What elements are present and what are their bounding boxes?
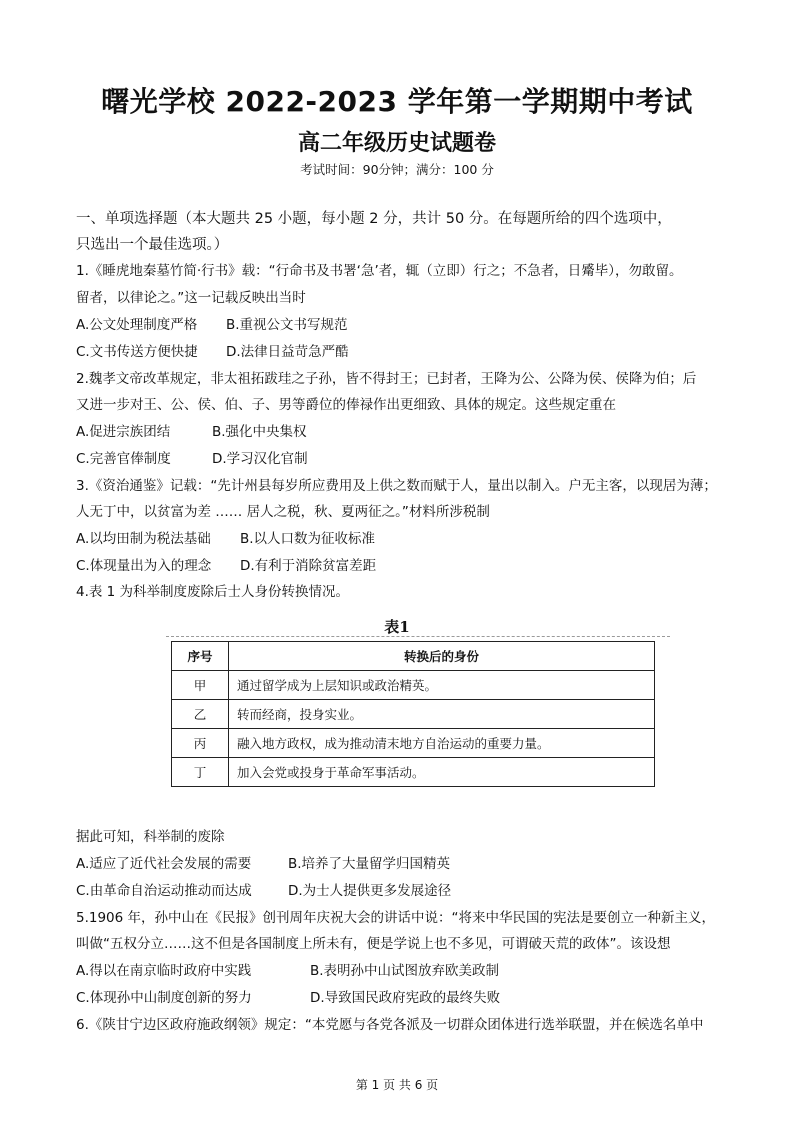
q3-option-b: B.以人口数为征收标准	[240, 531, 376, 547]
q2-option-b: B.强化中央集权	[212, 424, 307, 440]
q1-option-b: B.重视公文书写规范	[226, 317, 348, 333]
q1-stem-line-2: 留者，以律论之。”这一记载反映出当时	[76, 290, 306, 306]
q4-option-d: D.为士人提供更多发展途径	[288, 883, 452, 899]
q1-stem-line-1: 1.《睡虎地秦墓竹简·行书》载：“行命书及书署‘急’者，辄（立即）行之；不急者，日觱毕），勿敢留。	[76, 263, 683, 279]
table-cell-identity: 转而经商，投身实业。	[229, 700, 655, 729]
table-cell-id: 丁	[172, 758, 229, 787]
table-top-divider	[166, 636, 670, 637]
table-row	[172, 671, 655, 700]
q2-stem-line-2: 又进一步对王、公、侯、伯、子、男等爵位的俸禄作出更细致、具体的规定。这些规定重在	[76, 397, 616, 413]
exam-subtitle: 高二年级历史试题卷	[297, 131, 496, 156]
table-row	[172, 700, 655, 729]
q1-option-d: D.法律日益苛急严酷	[226, 344, 349, 360]
q1-option-c: C.文书传送方便快捷	[76, 344, 198, 360]
identity-table	[171, 641, 655, 787]
q2-stem-line-1: 2.魏孝文帝改革规定，非太祖拓跋珪之子孙，皆不得封王；已封者，王降为公、公降为侯、侯降为伯；后	[76, 371, 697, 387]
q3-option-c: C.体现量出为入的理念	[76, 558, 212, 574]
table-caption: 表1	[384, 618, 410, 636]
section-heading-line-2: 只选出一个最佳选项。）	[76, 237, 229, 253]
q6-stem-line-1: 6.《陕甘宁边区政府施政纲领》规定：“本党愿与各党各派及一切群众团体进行选举联盟，并在候选名单中	[76, 1017, 704, 1033]
section-heading-line-1: 一、单项选择题（本大题共 25 小题，每小题 2 分，共计 50 分。在每题所给的四个选项中，	[76, 211, 672, 227]
table-header-row	[172, 642, 655, 671]
table-cell-id: 乙	[172, 700, 229, 729]
table-row	[172, 729, 655, 758]
table-row	[172, 758, 655, 787]
q5-option-c: C.体现孙中山制度创新的努力	[76, 990, 252, 1006]
exam-info: 考试时间：90分钟；满分：100 分	[300, 162, 494, 177]
q3-stem-line-1: 3.《资治通鉴》记载：“先计州县每岁所应费用及上供之数而赋于人，量出以制入。户无主客，以现居为薄；	[76, 478, 717, 494]
q3-stem-line-2: 人无丁中，以贫富为差 …… 居人之税，秋、夏两征之。”材料所涉税制	[76, 504, 490, 520]
table-cell-id: 甲	[172, 671, 229, 700]
table-cell-identity: 加入会党或投身于革命军事活动。	[229, 758, 655, 787]
q4-option-b: B.培养了大量留学归国精英	[288, 856, 451, 872]
q4-after-table: 据此可知，科举制的废除	[76, 829, 225, 845]
q4-stem-line-1: 4.表 1 为科举制度废除后士人身份转换情况。	[76, 584, 350, 600]
exam-title: 曙光学校 2022-2023 学年第一学期期中考试	[101, 85, 693, 118]
q2-option-d: D.学习汉化官制	[212, 451, 308, 467]
table-cell-id: 丙	[172, 729, 229, 758]
page-number: 第 1 页 共 6 页	[355, 1078, 439, 1092]
q4-option-a: A.适应了近代社会发展的需要	[76, 856, 252, 872]
q2-option-c: C.完善官俸制度	[76, 451, 171, 467]
q5-stem-line-1: 5.1906 年，孙中山在《民报》创刊周年庆祝大会的讲话中说：“将来中华民国的宪法是要创立一种新主义，	[76, 910, 716, 926]
q3-option-a: A.以均田制为税法基础	[76, 531, 211, 547]
q5-stem-line-2: 叫做“五权分立……这不但是各国制度上所未有，便是学说上也不多见，可谓破天荒的政体”。该设想	[76, 936, 671, 952]
q5-option-d: D.导致国民政府宪政的最终失败	[310, 990, 501, 1006]
table-cell-identity: 融入地方政权，成为推动清末地方自治运动的重要力量。	[229, 729, 655, 758]
q1-option-a: A.公文处理制度严格	[76, 317, 198, 333]
table-cell-identity: 通过留学成为上层知识或政治精英。	[229, 671, 655, 700]
q3-option-d: D.有利于消除贫富差距	[240, 558, 377, 574]
q4-option-c: C.由革命自治运动推动而达成	[76, 883, 252, 899]
q2-option-a: A.促进宗族团结	[76, 424, 171, 440]
table-header-cell: 转换后的身份	[229, 642, 655, 671]
q5-option-b: B.表明孙中山试图放弃欧美政制	[310, 963, 500, 979]
table-header-cell: 序号	[172, 642, 229, 671]
q5-option-a: A.得以在南京临时政府中实践	[76, 963, 252, 979]
